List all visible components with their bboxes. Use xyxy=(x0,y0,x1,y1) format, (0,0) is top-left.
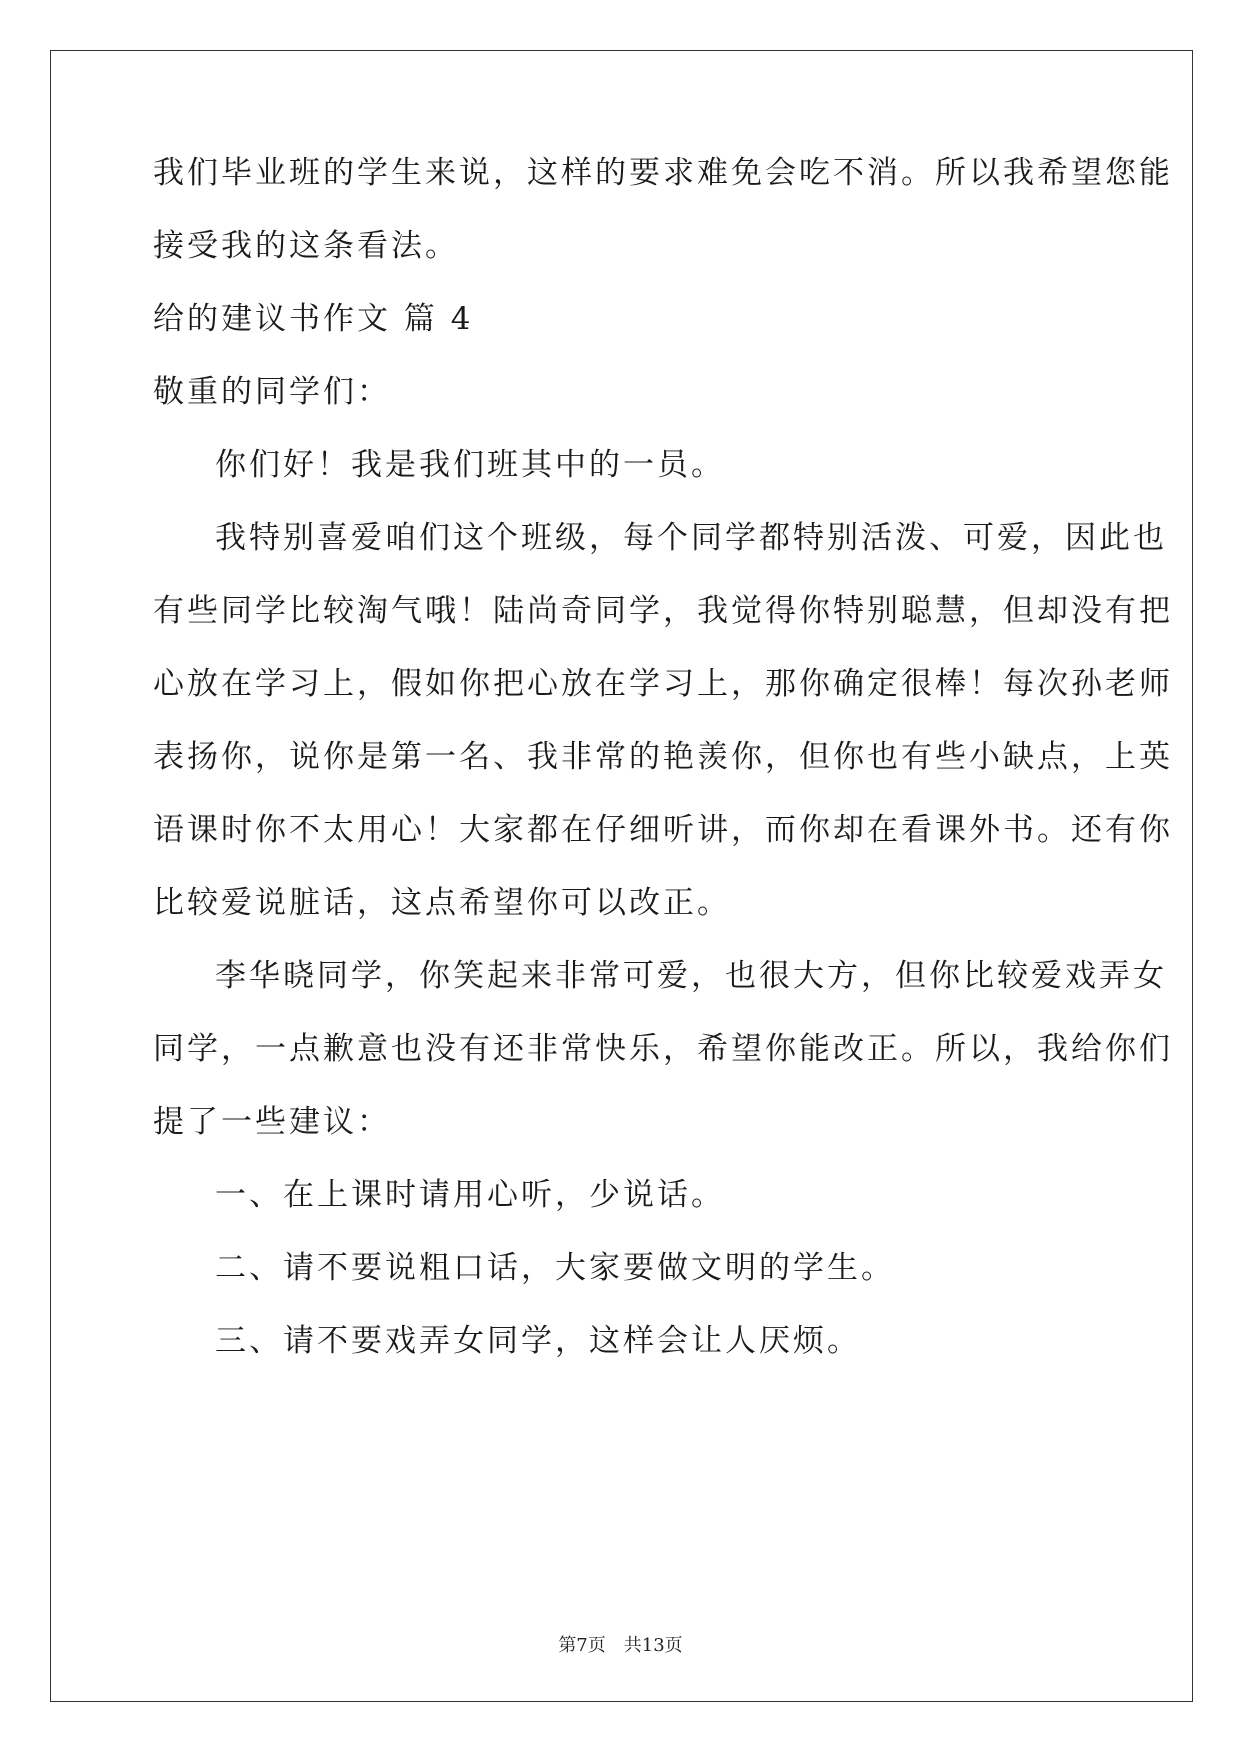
page-footer xyxy=(0,1634,1241,1658)
list-item: 三、请不要戏弄女同学，这样会让人厌烦。 xyxy=(215,1323,861,1359)
body-text-line: 同学，一点歉意也没有还非常快乐，希望你能改正。所以，我给你们 xyxy=(153,1031,1173,1067)
page-number: 第7页 xyxy=(558,1635,606,1656)
page-border xyxy=(50,50,1193,1702)
body-text-line: 提了一些建议： xyxy=(153,1104,391,1140)
body-text-line: 有些同学比较淘气哦！陆尚奇同学，我觉得你特别聪慧，但却没有把 xyxy=(153,593,1173,629)
body-text-line: 接受我的这条看法。 xyxy=(153,228,459,264)
body-text-line: 心放在学习上，假如你把心放在学习上，那你确定很棒！每次孙老师 xyxy=(153,666,1173,702)
body-text-line: 我特别喜爱咱们这个班级，每个同学都特别活泼、可爱，因此也 xyxy=(215,520,1167,556)
body-text-line: 你们好！我是我们班其中的一员。 xyxy=(215,447,725,483)
body-text-line: 语课时你不太用心！大家都在仔细听讲，而你却在看课外书。还有你 xyxy=(153,812,1173,848)
body-text-line: 表扬你，说你是第一名、我非常的艳羡你，但你也有些小缺点，上英 xyxy=(153,739,1173,775)
salutation: 敬重的同学们： xyxy=(153,374,391,410)
page-total: 共13页 xyxy=(623,1635,683,1656)
section-heading: 给的建议书作文 篇 4 xyxy=(153,301,474,337)
list-item: 二、请不要说粗口话，大家要做文明的学生。 xyxy=(215,1250,895,1286)
list-item: 一、在上课时请用心听，少说话。 xyxy=(215,1177,725,1213)
body-text-line: 比较爱说脏话，这点希望你可以改正。 xyxy=(153,885,731,921)
body-text-line: 我们毕业班的学生来说，这样的要求难免会吃不消。所以我希望您能 xyxy=(153,155,1173,191)
body-text-line: 李华晓同学，你笑起来非常可爱，也很大方，但你比较爱戏弄女 xyxy=(215,958,1167,994)
